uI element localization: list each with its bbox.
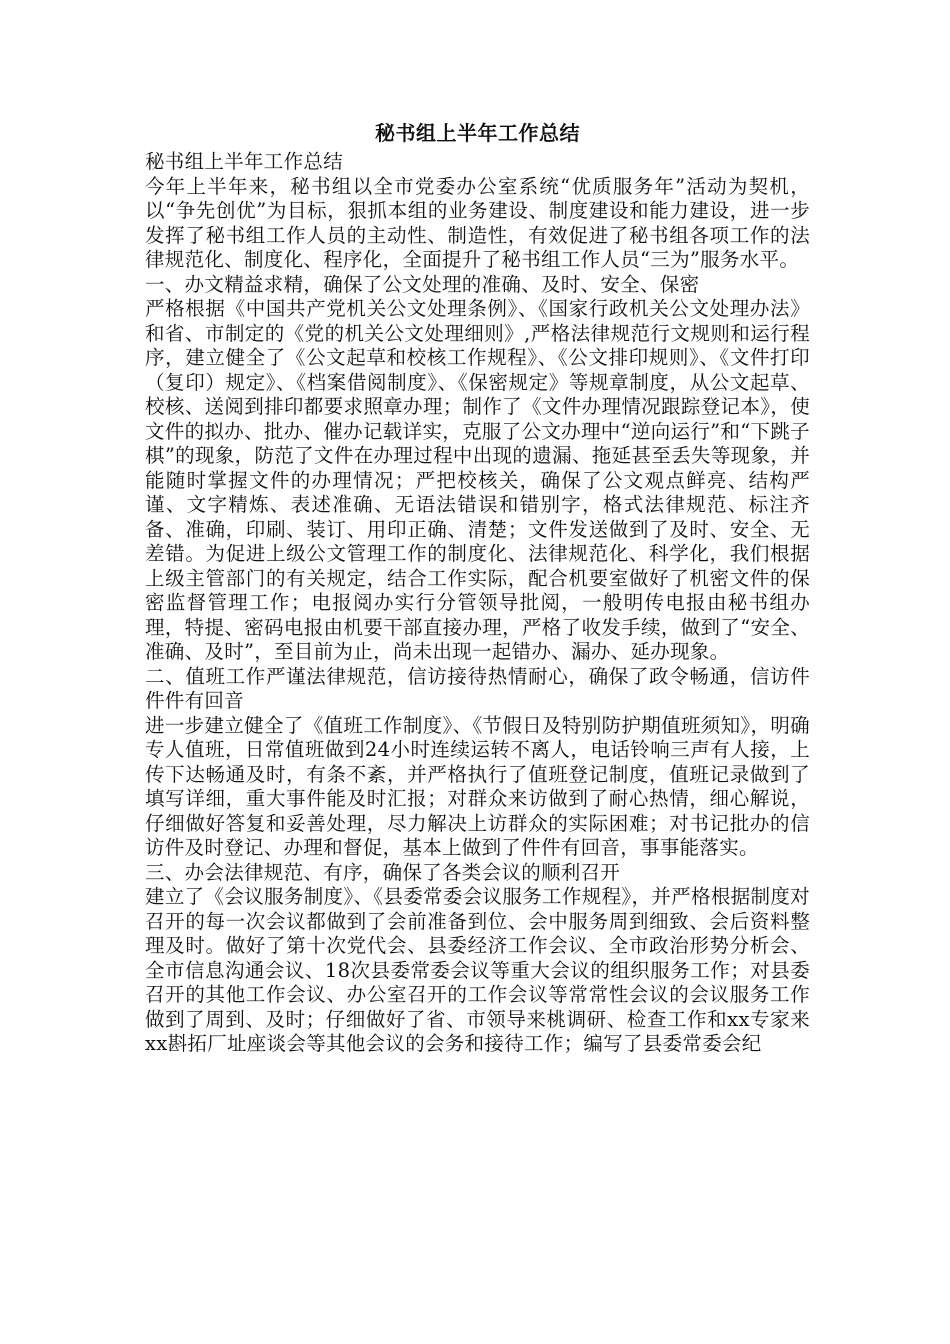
section-heading-2: 二、值班工作严谨法律规范，信访接待热情耐心，确保了政令畅通，信访件件件有回音 (145, 664, 810, 712)
section-body-3: 建立了《会议服务制度》、《县委常委会议服务工作规程》，并严格根据制度对召开的每一次会议都做到了会前准备到位、会中服务周到细致、会后资料整理及时。做好了第十次党代会、县委经济工作会议、全市政治形势分析会、全市信息沟通会议、18次县委常委会议等重大会议的组织服务工作；对县委召开的其他工作会议、办公室召开的工作会议等常常性会议的会议服务工作做到了周到、及时；仔细做好了省、市领导来桃调研、检查工作和xx专家来xx斟拓厂址座谈会等其他会议的会务和接待工作；编写了县委常委会纪 (145, 885, 810, 1055)
document-page (145, 118, 810, 1057)
section-body-2: 进一步建立健全了《值班工作制度》、《节假日及特别防护期值班须知》，明确专人值班，日常值班做到24小时连续运转不离人，电话铃响三声有人接，上传下达畅通及时，有条不紊，并严格执行了值班登记制度，值班记录做到了填写详细，重大事件能及时汇报；对群众来访做到了耐心热情，细心解说，仔细做好答复和妥善处理，尽力解决上访群众的实际困难；对书记批办的信访件及时登记、办理和督促，基本上做到了件件有回音，事事能落实。 (145, 713, 810, 859)
section-heading-1: 一、办文精益求精，确保了公文处理的准确、及时、安全、保密 (145, 272, 700, 296)
subtitle-line: 秘书组上半年工作总结 (145, 150, 344, 173)
intro-paragraph: 今年上半年来，秘书组以全市党委办公室系统“优质服务年”活动为契机，以“争先创优”为目标，狠抓本组的业务建设、制度建设和能力建设，进一步发挥了秘书组工作人员的主动性、制造性，有效促进了秘书组各项工作的法律规范化、制度化、程序化，全面提升了秘书组工作人员“三为”服务水平。 (145, 174, 810, 271)
section-body-1: 严格根据《中国共产党机关公文处理条例》、《国家行政机关公文处理办法》和省、市制定的《党的机关公文处理细则》,严格法律规范行文规则和运行程序，建立健全了《公文起草和校核工作规程》、《公文排印规则》、《文件打印（复印）规定》、《档案借阅制度》、《保密规定》等规章制度，从公文起草、校核、送阅到排印都要求照章办理；制作了《文件办理情况跟踪登记本》，使文件的拟办、批办、催办记载详实，克服了公文办理中“逆向运行”和“下跳子棋”的现象，防范了文件在办理过程中出现的遗漏、拖延甚至丢失等现象，并能随时掌握文件的办理情况；严把校核关，确保了公文观点鲜亮、结构严谨、文字精炼、表述准确、无语法错误和错别字，格式法律规范、标注齐备、准确，印刷、装订、用印正确、清楚；文件发送做到了及时、安全、无差错。为促进上级公文管理工作的制度化、法律规范化、科学化，我们根据上级主管部门的有关规定，结合工作实际，配合机要室做好了机密文件的保密监督管理工作；电报阅办实行分管领导批阅，一般明传电报由秘书组办理，特提、密码电报由机要干部直接办理，严格了收发手续，做到了“安全、准确、及时”，至目前为止，尚未出现一起错办、漏办、延办现象。 (145, 297, 810, 663)
document-title: 秘书组上半年工作总结 (375, 121, 580, 145)
section-heading-3: 三、办会法律规范、有序，确保了各类会议的顺利召开 (145, 860, 621, 884)
